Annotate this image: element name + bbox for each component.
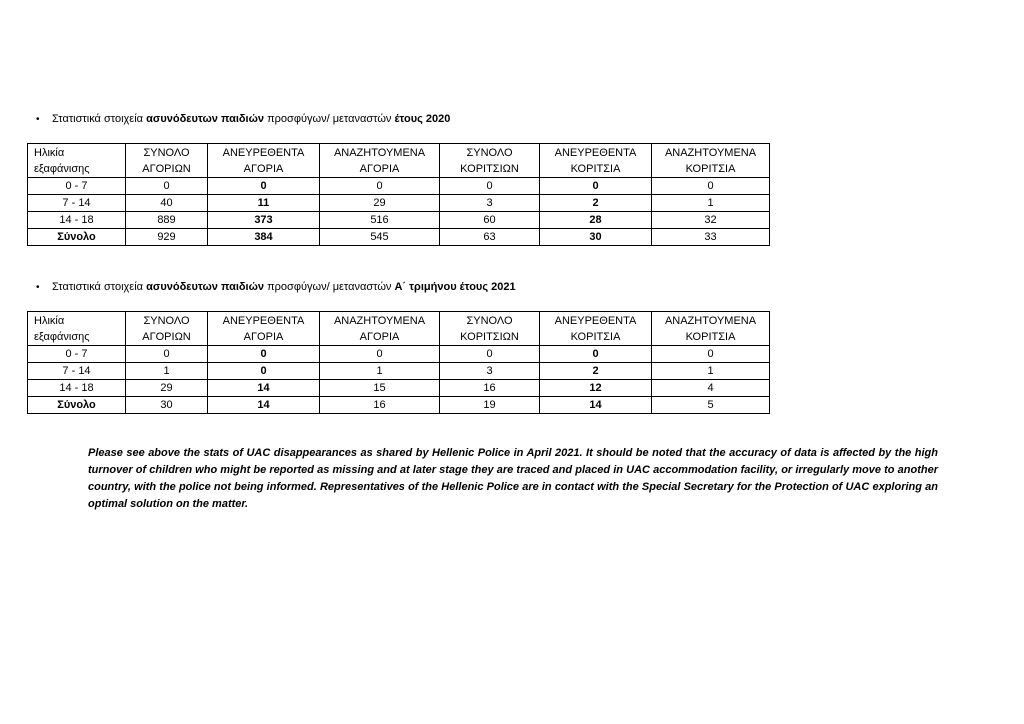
value-cell: 0 — [540, 178, 652, 195]
age-cell: 7 - 14 — [28, 363, 126, 380]
column-header-line2: εξαφάνισης — [34, 330, 90, 343]
table-row — [28, 397, 770, 414]
age-cell: 0 - 7 — [28, 346, 126, 363]
value-cell: 0 — [440, 346, 540, 363]
value-cell: 0 — [652, 346, 770, 363]
header-row — [28, 144, 770, 178]
value-cell: 12 — [540, 380, 652, 397]
police-note: Please see above the stats of UAC disappearances as shared by Hellenic Police in April 2021. It should be noted that the accuracy of data is affected by the high turnover of children who might be reported as missing and at later stage they are traced and placed in UAC accommodation facility, or irregularly move to another country, with the police not being informed. Representatives of the Hellenic Police are in contact with the Special Secretary for the Protection of UAC exploring an optimal solution on the matter. — [88, 447, 938, 510]
value-cell: 373 — [208, 212, 320, 229]
value-cell: 16 — [320, 397, 440, 414]
table-row — [28, 229, 770, 246]
column-header-line1: ΑΝΑΖΗΤΟΥΜΕΝΑ — [333, 146, 426, 159]
column-header — [208, 144, 320, 178]
value-cell: 516 — [320, 212, 440, 229]
value-cell: 11 — [208, 195, 320, 212]
value-cell: 14 — [208, 397, 320, 414]
value-cell: 15 — [320, 380, 440, 397]
column-header-line2: ΚΟΡΙΤΣΙΩΝ — [460, 330, 519, 343]
value-cell: 33 — [652, 229, 770, 246]
value-cell: 0 — [208, 363, 320, 380]
value-cell: 1 — [320, 363, 440, 380]
column-header-line1: ΑΝΕΥΡΕΘΕΝΤΑ — [554, 314, 637, 327]
column-header-line2: ΚΟΡΙΤΣΙΑ — [570, 330, 621, 343]
value-cell: 0 — [126, 178, 208, 195]
value-cell: 0 — [540, 346, 652, 363]
heading-bold-1: ασυνόδευτων παιδιών — [146, 113, 265, 125]
column-header-line1: ΑΝΑΖΗΤΟΥΜΕΝΑ — [664, 146, 757, 159]
value-cell: 1 — [652, 195, 770, 212]
value-cell: 5 — [652, 397, 770, 414]
age-cell: 14 - 18 — [28, 212, 126, 229]
value-cell: 0 — [440, 178, 540, 195]
value-cell: 14 — [540, 397, 652, 414]
column-header-line1: ΑΝΑΖΗΤΟΥΜΕΝΑ — [664, 314, 757, 327]
table-row — [28, 178, 770, 195]
column-header — [28, 144, 126, 178]
table-row — [28, 346, 770, 363]
column-header-line2: εξαφάνισης — [34, 162, 90, 175]
value-cell: 16 — [440, 380, 540, 397]
value-cell: 3 — [440, 195, 540, 212]
table-row — [28, 363, 770, 380]
column-header-line2: ΚΟΡΙΤΣΙΑ — [685, 330, 736, 343]
column-header-line1: ΣΥΝΟΛΟ — [143, 146, 190, 159]
value-cell: 60 — [440, 212, 540, 229]
column-header — [28, 312, 126, 346]
table-2021 — [27, 311, 770, 414]
column-header — [540, 144, 652, 178]
age-cell: Σύνολο — [28, 229, 126, 246]
column-header — [320, 144, 440, 178]
table-2020 — [27, 143, 770, 246]
value-cell: 545 — [320, 229, 440, 246]
column-header-line2: ΑΓΟΡΙΑ — [359, 162, 400, 175]
column-header — [440, 312, 540, 346]
value-cell: 30 — [126, 397, 208, 414]
value-cell: 1 — [126, 363, 208, 380]
column-header-line1: Ηλικία — [34, 314, 65, 327]
column-header-line1: Ηλικία — [34, 146, 65, 159]
value-cell: 1 — [652, 363, 770, 380]
table-row — [28, 195, 770, 212]
column-header-line1: ΑΝΕΥΡΕΘΕΝΤΑ — [554, 146, 637, 159]
column-header-line2: ΑΓΟΡΙΩΝ — [142, 330, 191, 343]
value-cell: 0 — [126, 346, 208, 363]
table-row — [28, 380, 770, 397]
age-cell: Σύνολο — [28, 397, 126, 414]
column-header-line1: ΣΥΝΟΛΟ — [466, 146, 513, 159]
value-cell: 0 — [208, 178, 320, 195]
value-cell: 889 — [126, 212, 208, 229]
column-header — [652, 312, 770, 346]
value-cell: 3 — [440, 363, 540, 380]
column-header-line1: ΑΝΑΖΗΤΟΥΜΕΝΑ — [333, 314, 426, 327]
value-cell: 0 — [652, 178, 770, 195]
bullet-icon: • — [36, 282, 40, 293]
value-cell: 40 — [126, 195, 208, 212]
heading-middle: προσφύγων/ μεταναστών — [264, 113, 395, 125]
header-row — [28, 312, 770, 346]
value-cell: 0 — [320, 346, 440, 363]
column-header-line1: ΣΥΝΟΛΟ — [466, 314, 513, 327]
value-cell: 0 — [208, 346, 320, 363]
age-cell: 0 - 7 — [28, 178, 126, 195]
column-header — [208, 312, 320, 346]
column-header-line1: ΑΝΕΥΡΕΘΕΝΤΑ — [222, 146, 305, 159]
column-header-line2: ΑΓΟΡΙΑ — [243, 330, 284, 343]
column-header — [440, 144, 540, 178]
value-cell: 0 — [320, 178, 440, 195]
value-cell: 929 — [126, 229, 208, 246]
value-cell: 29 — [320, 195, 440, 212]
column-header-line1: ΑΝΕΥΡΕΘΕΝΤΑ — [222, 314, 305, 327]
heading-2021 — [36, 280, 516, 295]
value-cell: 28 — [540, 212, 652, 229]
column-header — [126, 312, 208, 346]
value-cell: 19 — [440, 397, 540, 414]
column-header-line2: ΚΟΡΙΤΣΙΩΝ — [460, 162, 519, 175]
value-cell: 2 — [540, 363, 652, 380]
column-header — [540, 312, 652, 346]
column-header — [320, 312, 440, 346]
value-cell: 29 — [126, 380, 208, 397]
column-header-line2: ΑΓΟΡΙΑ — [359, 330, 400, 343]
heading-bold-2: Α΄ τριμήνου έτους 2021 — [394, 281, 516, 293]
heading-middle: προσφύγων/ μεταναστών — [264, 281, 395, 293]
heading-bold-2: έτους 2020 — [394, 113, 451, 125]
value-cell: 4 — [652, 380, 770, 397]
value-cell: 32 — [652, 212, 770, 229]
age-cell: 14 - 18 — [28, 380, 126, 397]
column-header-line1: ΣΥΝΟΛΟ — [143, 314, 190, 327]
column-header — [126, 144, 208, 178]
column-header-line2: ΚΟΡΙΤΣΙΑ — [570, 162, 621, 175]
value-cell: 63 — [440, 229, 540, 246]
heading-prefix: Στατιστικά στοιχεία — [52, 281, 147, 293]
column-header-line2: ΚΟΡΙΤΣΙΑ — [685, 162, 736, 175]
heading-prefix: Στατιστικά στοιχεία — [52, 113, 147, 125]
value-cell: 30 — [540, 229, 652, 246]
column-header-line2: ΑΓΟΡΙΑ — [243, 162, 284, 175]
column-header-line2: ΑΓΟΡΙΩΝ — [142, 162, 191, 175]
heading-2020 — [36, 112, 450, 127]
table-row — [28, 212, 770, 229]
value-cell: 14 — [208, 380, 320, 397]
column-header — [652, 144, 770, 178]
age-cell: 7 - 14 — [28, 195, 126, 212]
value-cell: 384 — [208, 229, 320, 246]
heading-bold-1: ασυνόδευτων παιδιών — [146, 281, 265, 293]
bullet-icon: • — [36, 114, 40, 125]
value-cell: 2 — [540, 195, 652, 212]
